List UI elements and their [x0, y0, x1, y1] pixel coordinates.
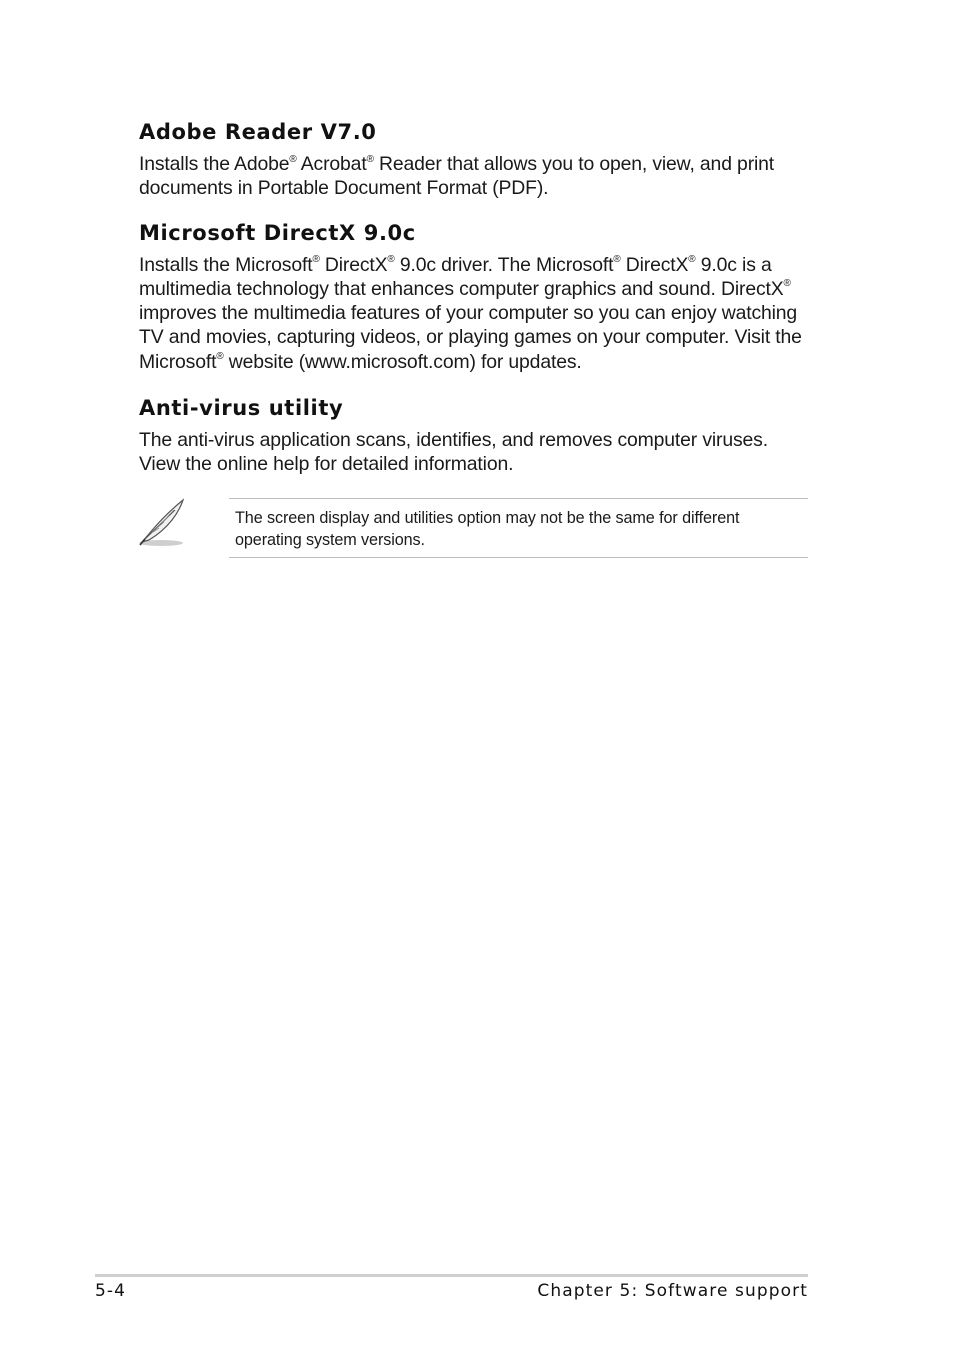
- chapter-title: Chapter 5: Software support: [537, 1281, 808, 1301]
- page-number: 5-4: [95, 1281, 127, 1301]
- registered-mark: ®: [289, 153, 297, 165]
- registered-mark: ®: [688, 254, 696, 266]
- section-paragraph: Installs the Adobe® Acrobat® Reader that allows you to open, view, and print documents in Portable Document Format (PDF).: [139, 153, 775, 200]
- section-paragraph: The anti-virus application scans, identifies, and removes computer viruses. View the online help for detailed information.: [139, 429, 768, 476]
- registered-mark: ®: [387, 254, 395, 266]
- registered-mark: ®: [366, 153, 374, 165]
- feather-pen-icon: [139, 498, 187, 548]
- section-heading: Anti-virus utility: [139, 396, 344, 421]
- registered-mark: ®: [783, 278, 791, 290]
- note-callout: [139, 498, 809, 560]
- section-paragraph: Installs the Microsoft® DirectX® 9.0c driver. The Microsoft® DirectX® 9.0c is a multimedia technology that enhances computer graphics and sound. DirectX® improves the multimedia features of your computer so you can enjoy watching TV and movies, capturing videos, or playing games on your computer. Visit the Microsoft® website (www.microsoft.com) for updates.: [139, 253, 802, 373]
- registered-mark: ®: [216, 351, 224, 363]
- section-heading: Adobe Reader V7.0: [139, 120, 377, 144]
- note-text: The screen display and utilities option may not be the same for different operating system versions.: [235, 509, 740, 549]
- note-box: [229, 498, 808, 558]
- section-adobe-reader: [139, 118, 809, 201]
- section-anti-virus: [139, 394, 809, 477]
- section-heading: Microsoft DirectX 9.0c: [139, 220, 416, 245]
- registered-mark: ®: [613, 254, 621, 266]
- section-directx: [139, 219, 809, 374]
- footer-divider: [95, 1274, 808, 1277]
- registered-mark: ®: [312, 254, 320, 266]
- main-content: [139, 118, 809, 477]
